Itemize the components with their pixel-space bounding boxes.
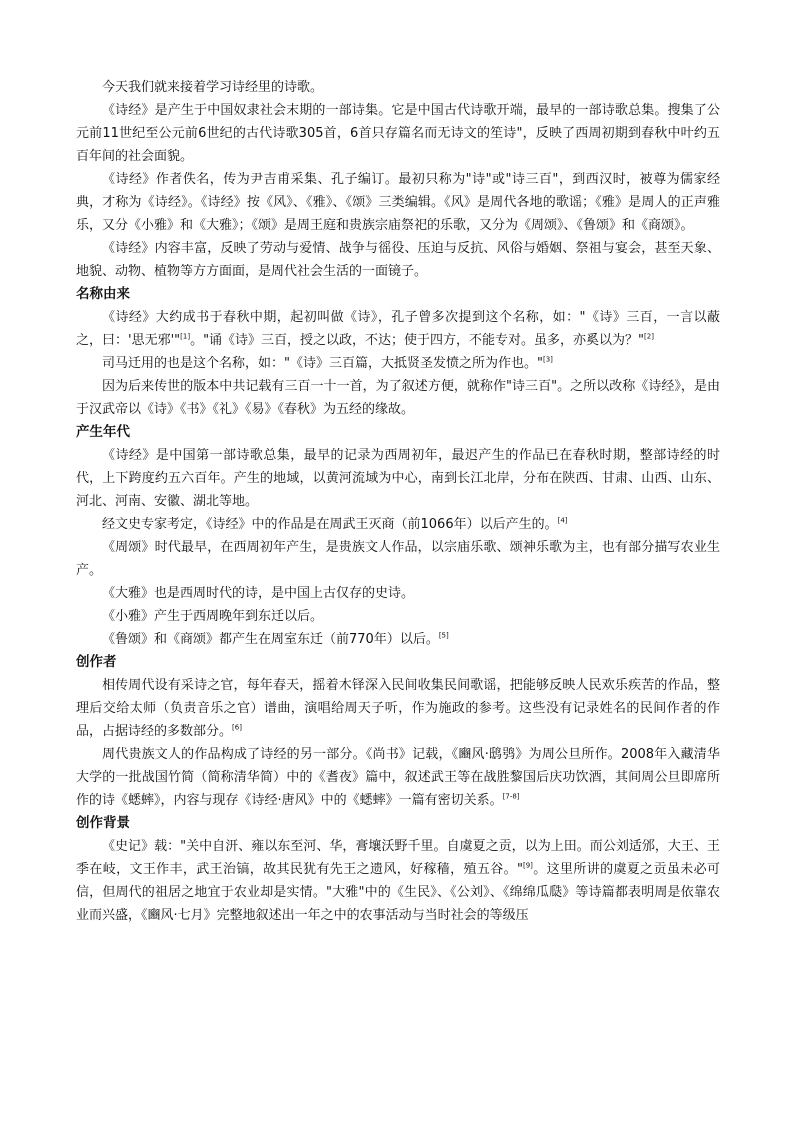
era-paragraph-5: 《小雅》产生于西周晚年到东迁以后。	[102, 609, 324, 624]
naming-paragraph-1	[76, 306, 720, 352]
citation-7-8[interactable]: [7-8]	[502, 792, 520, 801]
citation-4[interactable]: [4]	[557, 516, 568, 525]
intro-paragraph-1: 《诗经》是产生于中国奴隶社会末期的一部诗集。它是中国古代诗歌开端，最早的一部诗歌总集。搜集了公元前11世纪至公元前6世纪的古代诗歌305首，6首只存篇名而无诗文的笙诗"，反映了西周初期到春秋中叶约五百年间的社会面貌。	[76, 103, 720, 164]
background-paragraph-1	[76, 835, 720, 927]
citation-9[interactable]: [9]	[522, 861, 533, 870]
intro-paragraph: 今天我们就来接着学习诗经里的诗歌。	[102, 80, 324, 95]
author-paragraph-2	[76, 743, 720, 812]
section-heading-era: 产生年代	[76, 424, 130, 440]
naming-p2-text: 司马迁用的也是这个名称，如："《诗》三百篇，大抵贤圣发愤之所为作也。"	[102, 356, 543, 371]
era-paragraph-4: 《大雅》也是西周时代的诗，是中国上古仅存的史诗。	[102, 586, 415, 601]
naming-p1-text-2: 。"诵《诗》三百，授之以政，不达；使于四方，不能专对。虽多，亦奚以为？"	[190, 333, 645, 348]
author-p1-text: 相传周代设有采诗之官，每年春天，摇着木铎深入民间收集民间歌谣，把能够反映人民欢乐疾苦的作品，整理后交给太师（负责音乐之官）谱曲，演唱给周天子听，作为施政的参考。这些没有记录姓名的民间作者的作品，占据诗经的多数部分。	[76, 678, 720, 739]
background-p1-text-2: 。这里所讲的虞夏之贡虽未必可信，但周代的祖居之地宜于农业却是实情。"大雅"中的《生民》、《公刘》、《绵绵瓜瓞》等诗篇都表明周是依靠农业而兴盛，《豳风·七月》完整地叙述出一年之中的农事活动与当时社会的等级压	[76, 862, 720, 923]
era-p2-text: 经文史专家考定，《诗经》中的作品是在周武王灭商（前1066年）以后产生的。	[102, 517, 558, 532]
citation-3[interactable]: [3]	[542, 355, 553, 364]
author-paragraph-1	[76, 674, 720, 743]
section-heading-naming: 名称由来	[76, 286, 130, 302]
intro-paragraph-3: 《诗经》内容丰富，反映了劳动与爱情、战争与徭役、压迫与反抗、风俗与婚姻、祭祖与宴会，甚至天象、地貌、动物、植物等方方面面，是周代社会生活的一面镜子。	[76, 241, 720, 279]
background-p1-text: 《史记》载："关中自汧、雍以东至河、华，膏壤沃野千里。自虞夏之贡，以为上田。而公刘适邠，大王、王季在岐，文王作丰，武王治镐，故其民犹有先王之遗风，好稼穑，殖五谷。"	[76, 839, 720, 877]
era-paragraph-1: 《诗经》是中国第一部诗歌总集，最早的记录为西周初年，最迟产生的作品已在春秋时期，整部诗经的时代，上下跨度约五六百年。产生的地域，以黄河流域为中心，南到长江北岸，分布在陕西、甘肃、山西、山东、河北、河南、安徽、湖北等地。	[76, 448, 720, 509]
era-paragraph-6	[76, 628, 720, 651]
era-p6-text: 《鲁颂》和《商颂》都产生在周室东迁（前770年）以后。	[102, 632, 439, 647]
era-paragraph-3: 《周颂》时代最早，在西周初年产生，是贵族文人作品，以宗庙乐歌、颂神乐歌为主，也有部分描写农业生产。	[76, 540, 720, 578]
section-heading-author: 创作者	[76, 654, 117, 670]
document-page	[76, 76, 720, 927]
intro-paragraph-2: 《诗经》作者佚名，传为尹吉甫采集、孔子编订。最初只称为"诗"或"诗三百"，到西汉时，被尊为儒家经典，才称为《诗经》。《诗经》按《风》、《雅》、《颂》三类编辑。《风》是周代各地的歌谣；《雅》是周人的正声雅乐，又分《小雅》和《大雅》；《颂》是周王庭和贵族宗庙祭祀的乐歌，又分为《周颂》、《鲁颂》和《商颂》。	[76, 172, 720, 233]
citation-2[interactable]: [2]	[644, 332, 654, 341]
naming-paragraph-3: 因为后来传世的版本中共记载有三百一十一首，为了叙述方便，就称作"诗三百"。之所以改称《诗经》，是由于汉武帝以《诗》《书》《礼》《易》《春秋》为五经的缘故。	[76, 379, 720, 417]
citation-1[interactable]: [1]	[180, 332, 191, 341]
citation-6[interactable]: [6]	[232, 723, 242, 732]
naming-paragraph-2	[76, 352, 720, 375]
era-paragraph-2	[76, 513, 720, 536]
section-heading-background: 创作背景	[76, 815, 130, 831]
citation-5[interactable]: [5]	[438, 631, 449, 640]
naming-p1-text: 《诗经》大约成书于春秋中期，起初叫做《诗》，孔子曾多次提到这个名称，如："《诗》三百，一言以蔽之，曰：'思无邪'"	[76, 310, 720, 348]
author-p2-text: 周代贵族文人的作品构成了诗经的另一部分。《尚书》记载，《豳风·鸱鸮》为周公旦所作。2008年入藏清华大学的一批战国竹简（简称清华简）中的《耆夜》篇中，叙述武王等在战胜黎国后庆功饮酒，其间周公旦即席所作的诗《蟋蟀》，内容与现存《诗经·唐风》中的《蟋蟀》一篇有密切关系。	[76, 747, 720, 808]
